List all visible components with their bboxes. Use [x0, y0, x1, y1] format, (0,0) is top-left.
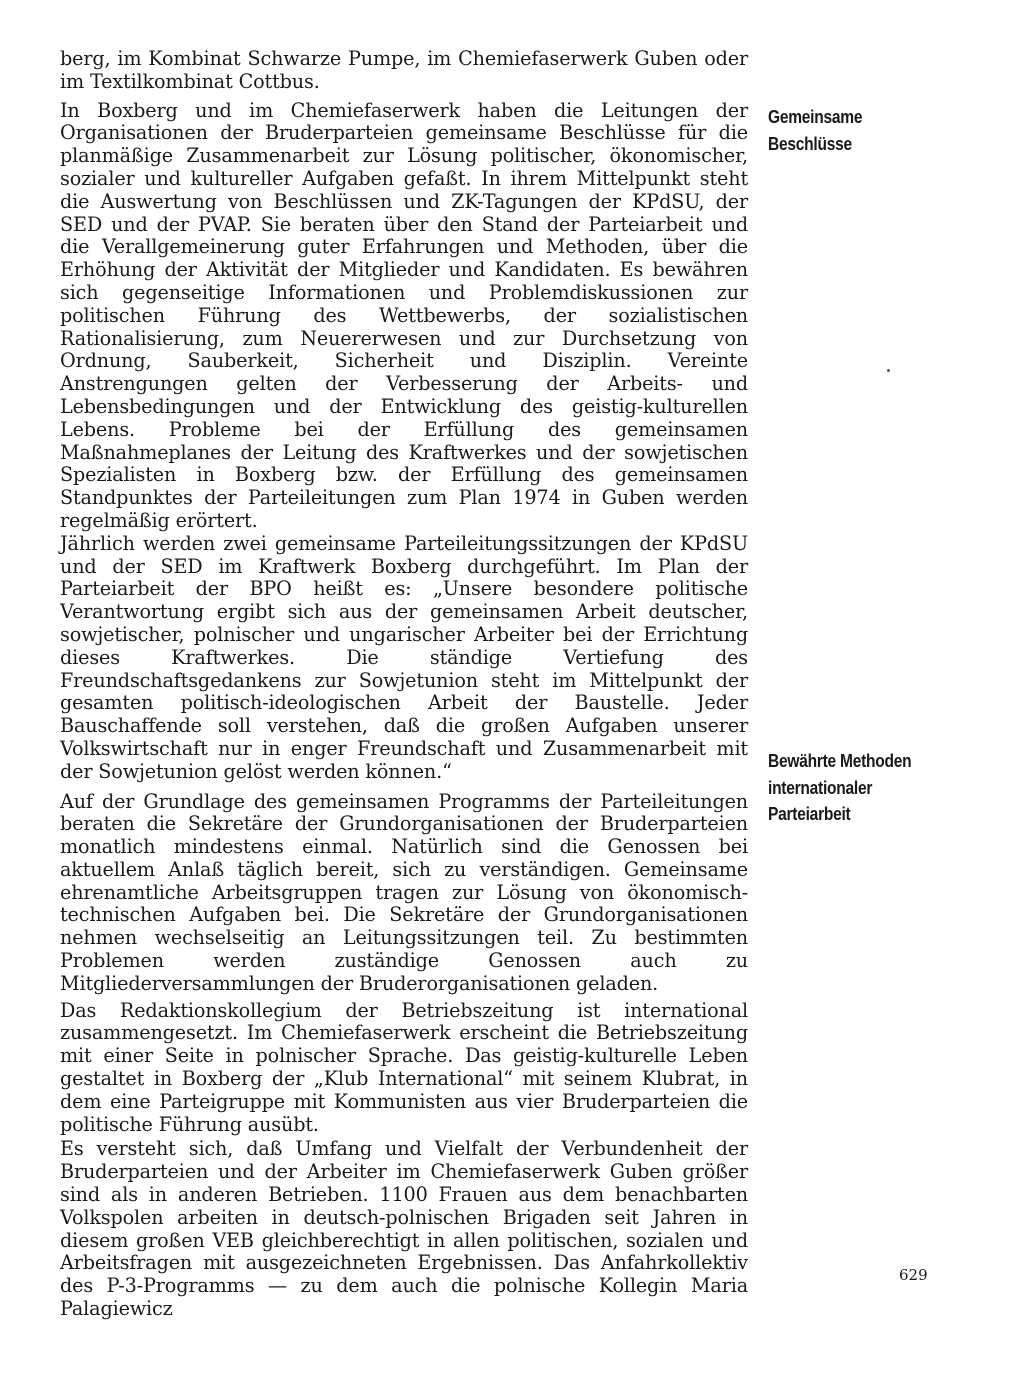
paragraph-continuation: berg, im Kombinat Schwarze Pumpe, im Chemiefaserwerk Guben oder im Textilkombinat Cottbus. — [60, 47, 748, 93]
paragraph-guben-plant: Es versteht sich, daß Umfang und Vielfalt der Verbundenheit der Bruderparteien und der Arbeiter im Chemiefaserwerk Guben größer sind als in anderen Betrieben. 1100 Frauen aus dem benachbarten Volkspolen arbeiten in deutsch-polnischen Brigaden seit Jahren in diesem großen VEB gleichberechtigt in allen politischen, sozialen und Arbeitsfragen mit ausgezeichneten Ergebnissen. Das Anfahrkollektiv des P-3-Programms — zu dem auch die polnische Kollegin Maria Palagiewicz — [60, 1137, 748, 1321]
margin-heading-joint-decisions — [768, 104, 936, 157]
margin-heading-line: Gemeinsame — [768, 106, 863, 127]
margin-heading-line: Beschlüsse — [768, 132, 852, 154]
margin-heading-proven-methods — [768, 748, 936, 828]
margin-heading-line: Bewährte Methoden — [768, 750, 912, 771]
main-text-column — [60, 48, 748, 1321]
paragraph-secretaries: Auf der Grundlage des gemeinsamen Programms der Parteileitungen beraten die Sekretäre der Grundorganisationen der Bruderparteien monatlich mindestens einmal. Natürlich sind die Genossen bei aktuellem Anlaß täglich bereit, sich zu verständigen. Gemeinsame ehrenamtliche Arbeitsgruppen tragen zur Lösung von ökonomisch-technischen Aufgaben bei. Die Sekretäre der Grundorganisationen nehmen wechselseitig an Leitungssitzungen teil. Zu bestimmten Problemen werden zuständige Genossen auch zu Mitgliederversammlungen der Bruderorganisationen geladen. — [60, 789, 748, 995]
print-speck — [887, 369, 890, 372]
page-number: 629 — [899, 1266, 928, 1284]
margin-heading-line: internationaler — [768, 776, 873, 798]
paragraph-joint-decisions: In Boxberg und im Chemiefaserwerk haben die Leitungen der Organisationen der Bruderparteien gemeinsame Beschlüsse für die planmäßige Zusammenarbeit zur Lösung politischer, ökonomischer, sozialer und kultureller Aufgaben gefaßt. In ihrem Mittelpunkt steht die Auswertung von Beschlüssen und ZK-Tagungen der KPdSU, der SED und der PVAP. Sie beraten über den Stand der Parteiarbeit und die Verallgemeinerung guter Erfahrungen und Methoden, über die Erhöhung der Aktivität der Mitglieder und Kandidaten. Es bewähren sich gegenseitige Informationen und Problemdiskussionen zur politischen Führung des Wettbewerbs, der sozialistischen Rationalisierung, zum Neuererwesen und zur Durchsetzung von Ordnung, Sauberkeit, Sicherheit und Disziplin. Vereinte Anstrengungen gelten der Verbesserung der Arbeits- und Lebensbedingungen und der Entwicklung des geistig-kulturellen Lebens. Probleme bei der Erfüllung des gemeinsamen Maßnahmeplanes der Leitung des Kraftwerkes und der sowjetischen Spezialisten in Boxberg bzw. der Erfüllung des gemeinsamen Standpunktes der Parteileitungen zum Plan 1974 in Guben werden regelmäßig erörtert. — [60, 98, 748, 532]
margin-heading-line: Parteiarbeit — [768, 803, 851, 824]
paragraph-joint-meetings: Jährlich werden zwei gemeinsame Parteileitungssitzungen der KPdSU und der SED im Kraftwerk Boxberg durchgeführt. Im Plan der Parteiarbeit der BPO heißt es: „Unsere besondere politische Verantwortung ergibt sich aus der gemeinsamen Arbeit deutscher, sowjetischer, polnischer und ungarischer Arbeiter bei der Errichtung dieses Kraftwerkes. Die ständige Vertiefung des Freundschaftsgedankens zur Sowjetunion steht im Mittelpunkt der gesamten politisch-ideologischen Arbeit der Baustelle. Jeder Bauschaffende soll verstehen, daß die großen Aufgaben unserer Volkswirtschaft nur in enger Freundschaft und Zusammenarbeit mit der Sowjetunion gelöst werden können.“ — [60, 531, 748, 783]
paragraph-editorial-board: Das Redaktionskollegium der Betriebszeitung ist international zusammengesetzt. Im Chemiefaserwerk erscheint die Betriebszeitung mit einer Seite in polnischer Sprache. Das geistig-kulturelle Leben gestaltet in Boxberg der „Klub International“ mit seinem Klubrat, in dem eine Parteigruppe mit Kommunisten aus vier Bruderparteien die politische Führung ausübt. — [60, 998, 748, 1136]
